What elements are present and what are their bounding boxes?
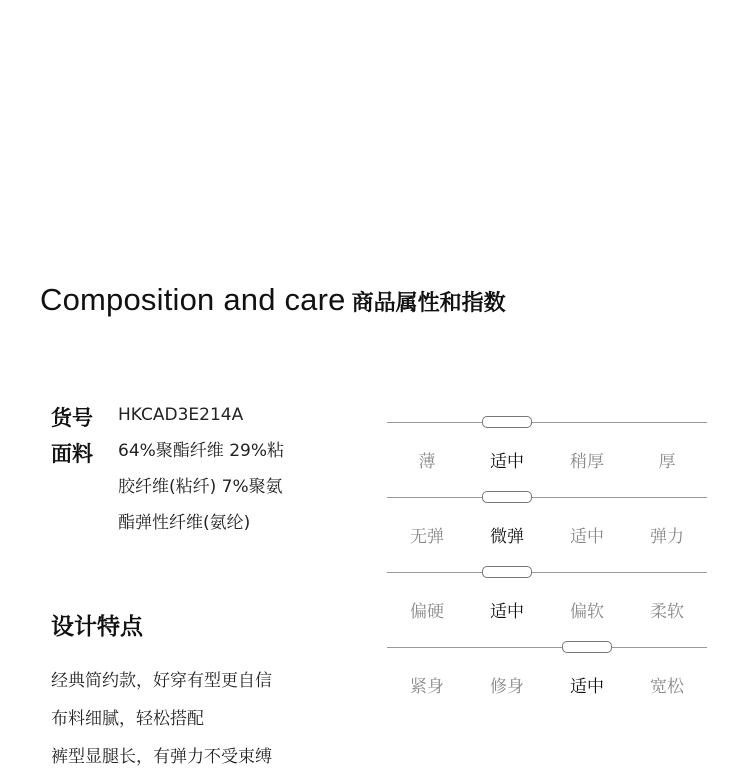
scale-option: 稍厚 (570, 452, 604, 472)
title-english: Composition and care (40, 282, 346, 317)
scale-track (387, 647, 707, 648)
scale-option: 弹力 (650, 527, 684, 547)
fabric-line: 64%聚酯纤维 29%粘 (118, 441, 284, 461)
scale-option: 适中 (570, 527, 604, 547)
section-title (40, 282, 506, 318)
scale-option: 宽松 (650, 677, 684, 697)
scale-track (387, 572, 707, 573)
scale-option: 薄 (418, 452, 436, 472)
scale-indicator (482, 491, 532, 503)
scale-option: 厚 (658, 452, 676, 472)
scale-indicator (482, 416, 532, 428)
scale-indicator (482, 566, 532, 578)
title-chinese: 商品属性和指数 (351, 291, 506, 316)
sku-label: 货号 (51, 406, 93, 430)
scale-option: 偏硬 (410, 602, 444, 622)
scale-option: 柔软 (650, 602, 684, 622)
fabric-line: 酯弹性纤维(氨纶) (118, 513, 251, 533)
design-feature-line: 经典简约款，好穿有型更自信 (51, 671, 272, 691)
scale-option: 适中 (570, 677, 604, 697)
elasticity-scale (387, 497, 707, 572)
scale-option: 修身 (490, 677, 524, 697)
thickness-scale (387, 422, 707, 497)
scale-option: 适中 (490, 602, 524, 622)
design-features-title: 设计特点 (51, 614, 143, 640)
fit-scale (387, 647, 707, 722)
scale-option: 适中 (490, 452, 524, 472)
scale-option: 偏软 (570, 602, 604, 622)
scale-option: 无弹 (410, 527, 444, 547)
scale-track (387, 422, 707, 423)
fabric-label: 面料 (51, 442, 93, 466)
softness-scale (387, 572, 707, 647)
design-feature-line: 布料细腻，轻松搭配 (51, 709, 204, 729)
sku-value: HKCAD3E214A (118, 405, 244, 425)
fabric-line: 胶纤维(粘纤) 7%聚氨 (118, 477, 283, 497)
scale-option: 紧身 (410, 677, 444, 697)
fabric-value (118, 433, 318, 541)
scale-track (387, 497, 707, 498)
design-feature-line: 裤型显腿长，有弹力不受束缚 (51, 747, 272, 767)
scale-indicator (562, 641, 612, 653)
scale-option: 微弹 (490, 527, 524, 547)
